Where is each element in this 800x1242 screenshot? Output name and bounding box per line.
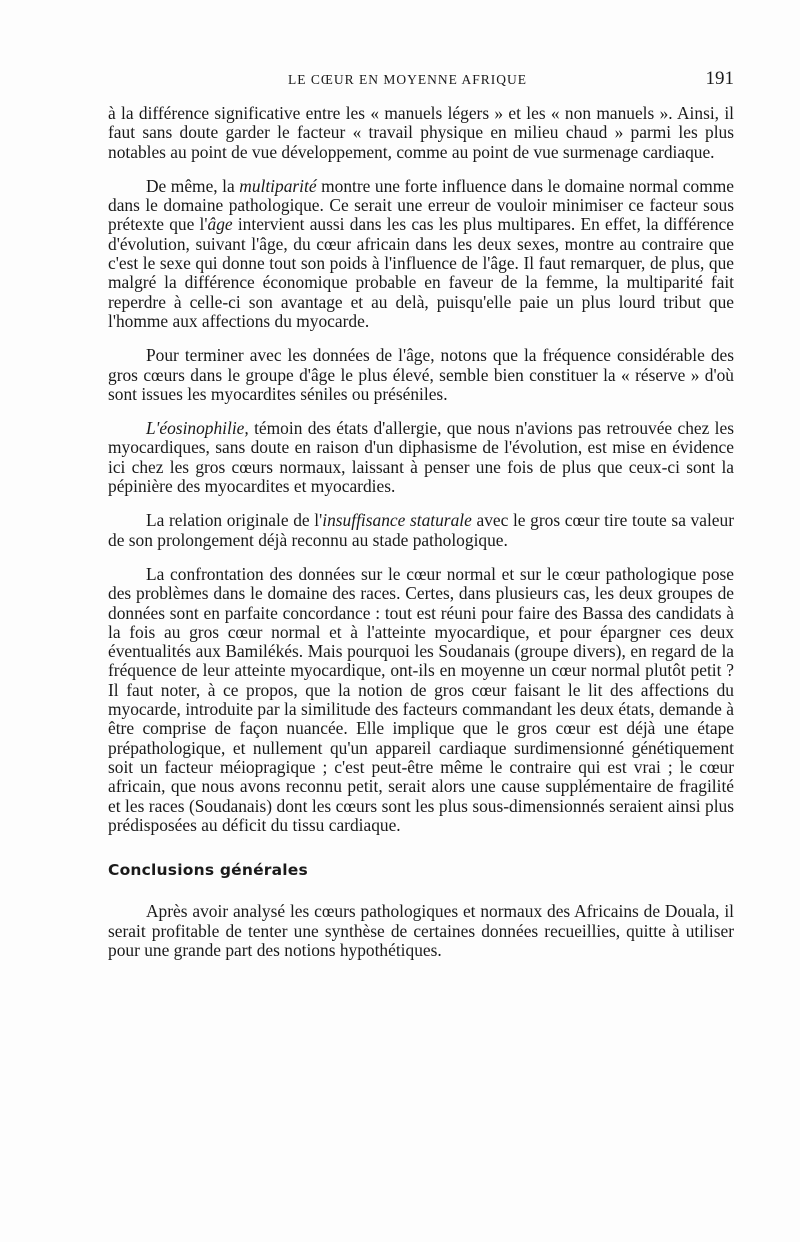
paragraph-2-emphasis-multiparite: multiparité (239, 175, 317, 196)
paragraph-2-text: De même, la (146, 175, 240, 196)
body-text (108, 104, 734, 975)
paragraph-7: Après avoir analysé les cœurs pathologiques et normaux des Africains de Douala, il serait profitable de tenter une synthèse de certaines données recueillies, quitte à utiliser pour une grande part des notions hypothétiques. (108, 901, 734, 960)
paragraph-4-text: témoin des états d'allergie, que nous n'avions pas retrouvée chez les myocardiques, sans doute en raison d'un diphasisme de l'évolution, est mise en évidence ici chez les gros cœurs normaux, laissant à penser une fois de plus que ceux-ci sont la pépinière des myocardites et myocardies. (108, 418, 734, 497)
paragraph-4 (108, 419, 734, 496)
paragraph-1: à la différence significative entre les « manuels légers » et les « non manuels ». Ainsi, il faut sans doute garder le facteur « travail physique en milieu chaud » parmi les plus notables au point de vue développement, comme au point de vue surmenage cardiaque. (108, 103, 734, 162)
paragraph-2-text: intervient aussi dans les cas les plus multipares. En effet, la différence d'évolution, suivant l'âge, du cœur africain dans les deux sexes, montre au contraire que c'est le sexe qui donne tout son poids à l'influence de l'âge. Il faut remarquer, de plus, que malgré la différence économique probable en faveur de la femme, la multiparité fait reperdre à celle-ci son avantage et au delà, puisqu'elle paie un plus lourd tribut que l'homme aux affections du myocarde. (108, 214, 734, 331)
paragraph-4-emphasis: L'éosinophilie, (146, 418, 249, 439)
paragraph-5 (108, 511, 734, 550)
paragraph-5-text: avec le gros cœur tire toute sa valeur de son prolongement déjà reconnu au stade pathologique. (108, 510, 735, 550)
page-header (108, 66, 736, 96)
paragraph-3: Pour terminer avec les données de l'âge, notons que la fréquence considérable des gros cœurs dans le groupe d'âge le plus élevé, semble bien constituer la « réserve » d'où sont issues les myocardites séniles ou préséniles. (108, 345, 734, 404)
running-head: LE CŒUR EN MOYENNE AFRIQUE (288, 72, 528, 87)
paragraph-5-text: La relation originale de l' (146, 510, 323, 531)
paragraph-5-emphasis: insuffisance staturale (322, 510, 472, 531)
section-heading: Conclusions générales (108, 861, 308, 880)
paragraph-6: La confrontation des données sur le cœur normal et sur le cœur pathologique pose des problèmes dans le domaine des races. Certes, dans plusieurs cas, les deux groupes de données sont en parfaite concordance : tout est réuni pour faire des Bassa des candidats à la fois au gros cœur normal et à l'atteinte myocardique, et pour épargner ces deux éventualités aux Bamilékés. Mais pourquoi les Soudanais (groupe divers), en regard de la fréquence de leur atteinte myocardique, ont-ils en moyenne un cœur normal plutôt petit ? Il faut noter, à ce propos, que la notion de gros cœur faisant le lit des affections du myocarde, introduite par la similitude des facteurs commandant les deux états, demande à être comprise de façon nuancée. Elle implique que le gros cœur est déjà une étape prépathologique, et nullement qu'un appareil cardiaque surdimensionné génétiquement soit un facteur méiopragique ; c'est peut-être même le contraire qui est vrai ; le cœur africain, que nous avons reconnu petit, serait alors une cause supplémentaire de fragilité et les races (Soudanais) dont les cœurs sont les plus sous-dimensionnés seraient ainsi plus prédisposées au déficit du tissu cardiaque. (108, 563, 734, 835)
paragraph-2-emphasis-age: âge (207, 214, 233, 235)
paragraph-2-text: montre une forte influence dans le domaine normal comme dans le domaine pathologique. Ce serait une erreur de vouloir minimiser ce facteur sous prétexte que l' (108, 175, 734, 235)
paragraph-2 (108, 177, 734, 331)
page-number: 191 (705, 68, 734, 89)
